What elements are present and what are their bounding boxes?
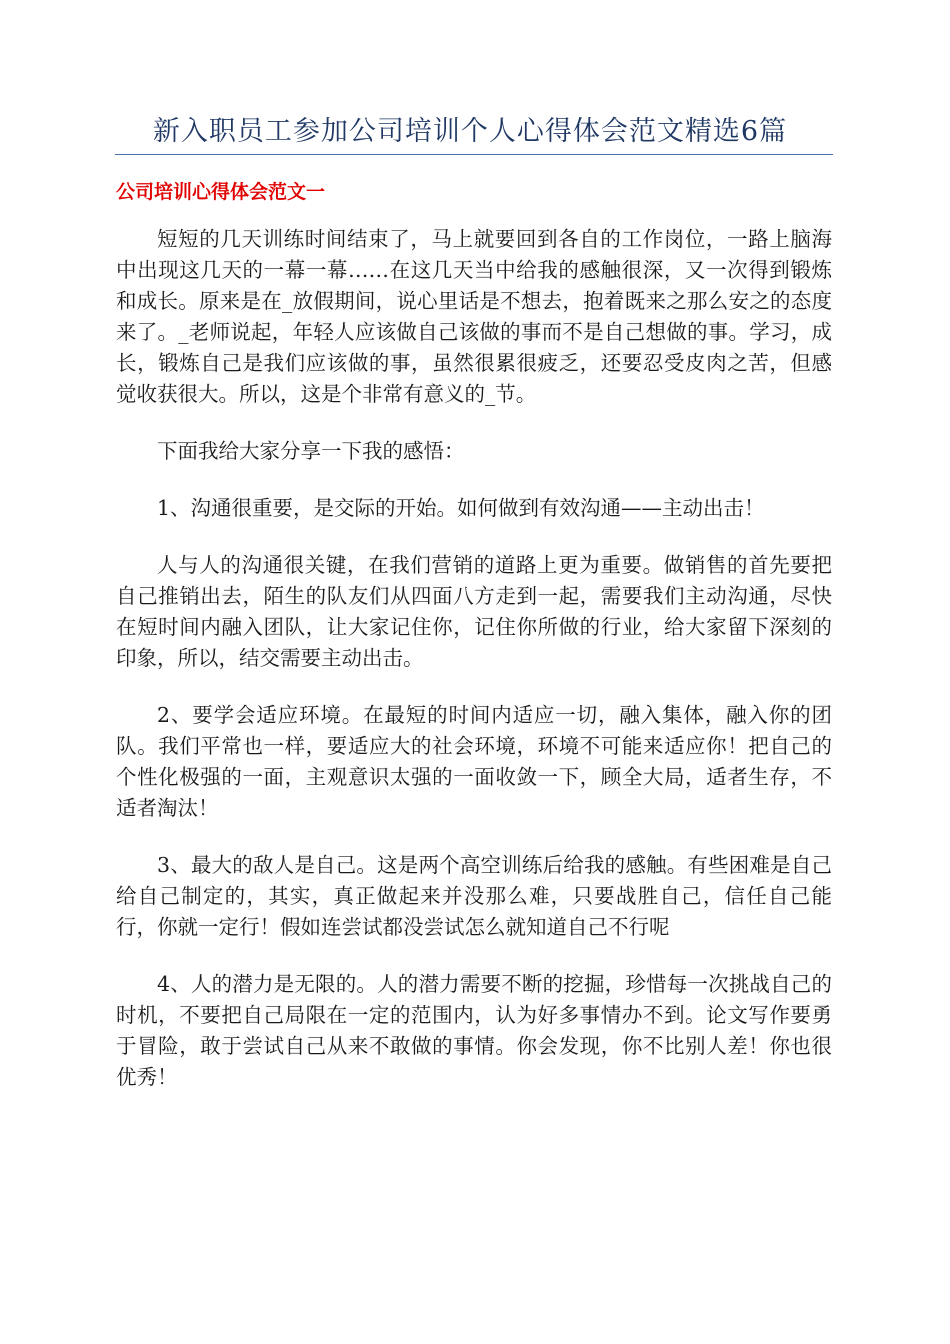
paragraph-point-3: 3、最大的敌人是自己。这是两个高空训练后给我的感触。有些困难是自己给自己制定的，其实，真正做起来并没那么难，只要战胜自己，信任自己能行，你就一定行！假如连尝试都没尝试怎么就知道自己不行呢 xyxy=(116,853,832,939)
document-body xyxy=(116,224,832,1119)
paragraph-intro: 短短的几天训练时间结束了，马上就要回到各自的工作岗位，一路上脑海中出现这几天的一幕一幕……在这几天当中给我的感触很深，又一次得到锻炼和成长。原来是在_放假期间，说心里话是不想去，抱着既来之那么安之的态度来了。_老师说起，年轻人应该做自己该做的事而不是自己想做的事。学习，成长，锻炼自己是我们应该做的事，虽然很累很疲乏，还要忍受皮肉之苦，但感觉收获很大。所以，这是个非常有意义的_节。 xyxy=(116,227,832,406)
document-title: 新入职员工参加公司培训个人心得体会范文精选6篇 xyxy=(152,116,788,147)
paragraph-point-2: 2、要学会适应环境。在最短的时间内适应一切，融入集体，融入你的团队。我们平常也一样，要适应大的社会环境，环境不可能来适应你！把自己的个性化极强的一面，主观意识太强的一面收敛一下，顾全大局，适者生存，不适者淘汰！ xyxy=(116,703,832,820)
paragraph-point-1: 1、沟通很重要，是交际的开始。如何做到有效沟通——主动出击！ xyxy=(157,496,765,520)
section-heading: 公司培训心得体会范文一 xyxy=(116,181,326,203)
paragraph-point-1-detail: 人与人的沟通很关键，在我们营销的道路上更为重要。做销售的首先要把自己推销出去，陌生的队友们从四面八方走到一起，需要我们主动沟通，尽快在短时间内融入团队，让大家记住你，记住你所做的行业，给大家留下深刻的印象，所以，结交需要主动出击。 xyxy=(116,553,832,670)
paragraph-point-4: 4、人的潜力是无限的。人的潜力需要不断的挖掘，珍惜每一次挑战自己的时机，不要把自己局限在一定的范围内，认为好多事情办不到。论文写作要勇于冒险，敢于尝试自己从来不敢做的事情。你会发现，你不比别人差！你也很优秀！ xyxy=(116,972,832,1089)
paragraph-share-lead: 下面我给大家分享一下我的感悟： xyxy=(157,439,465,463)
title-underline xyxy=(115,154,833,155)
